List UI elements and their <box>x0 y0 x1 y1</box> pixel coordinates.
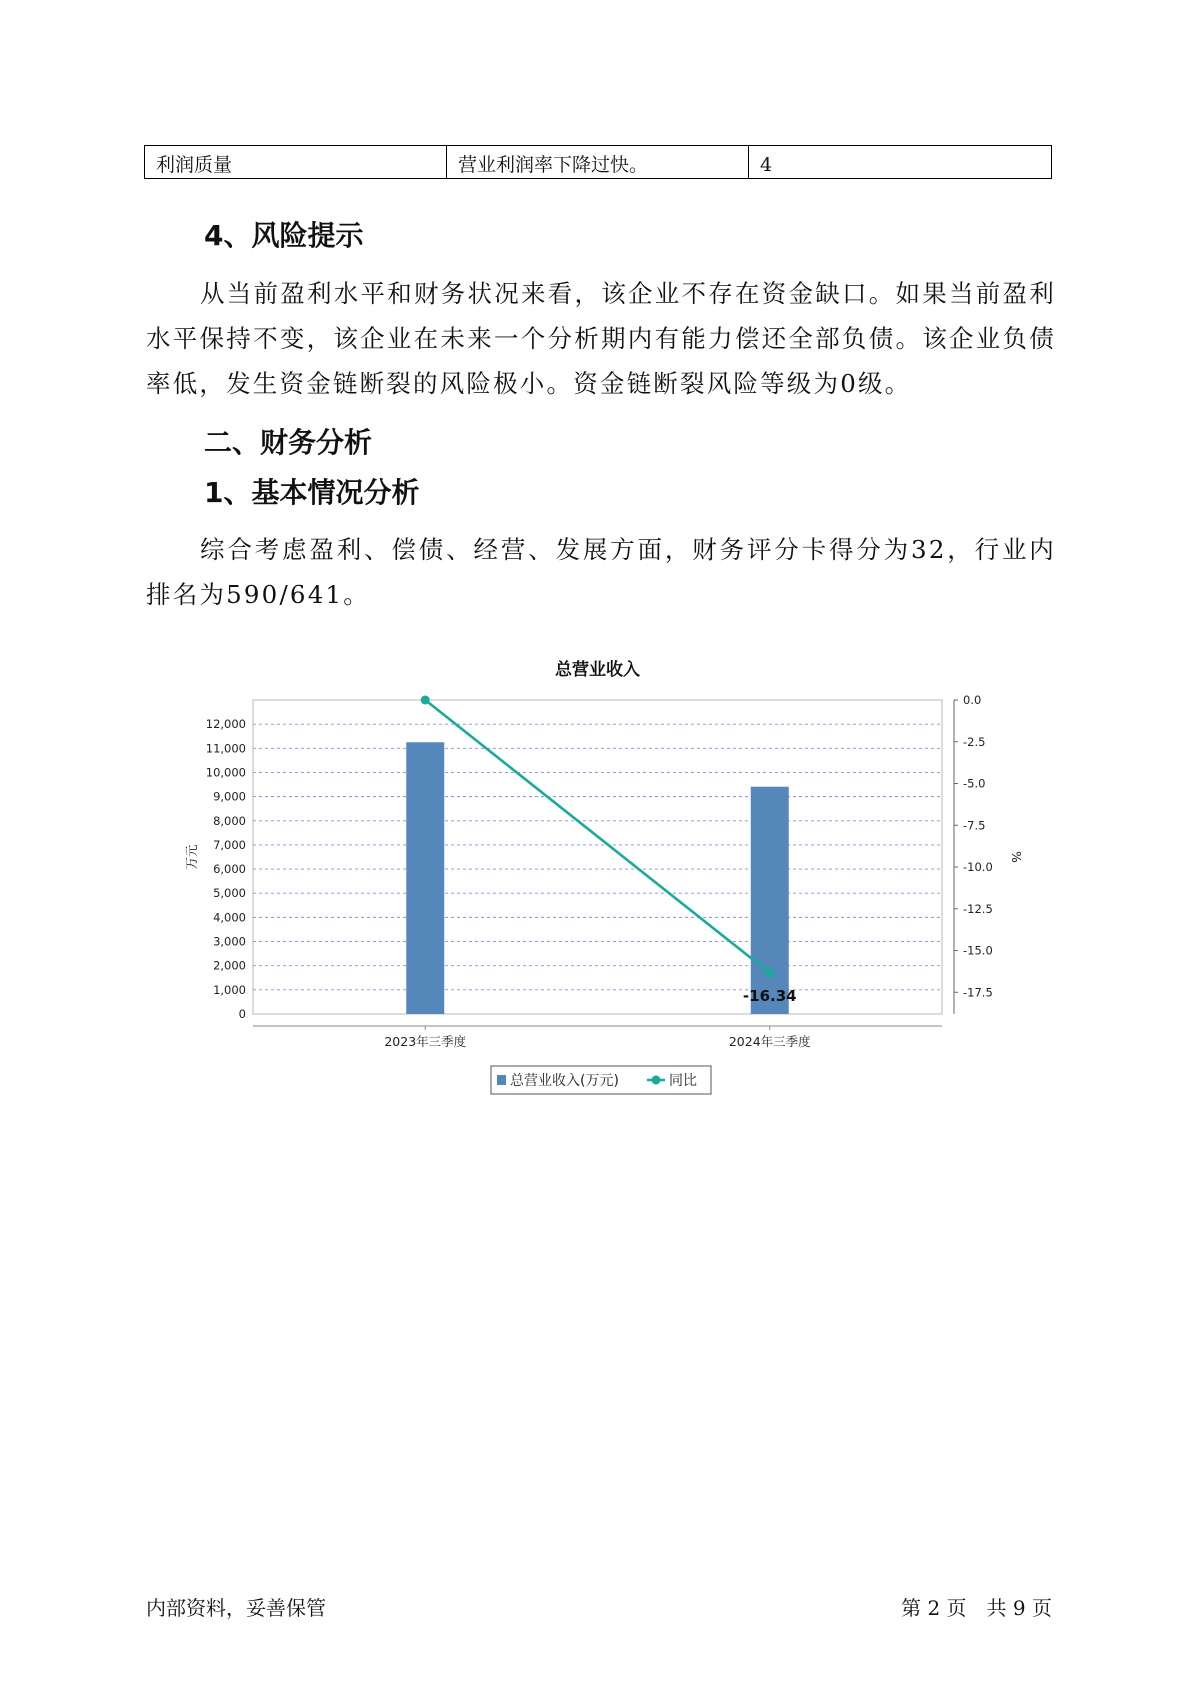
legend-label-revenue: 总营业收入(万元) <box>510 1073 619 1089</box>
bar-2023年三季度 <box>406 742 444 1014</box>
y2-tick-label: -10.0 <box>963 860 993 875</box>
y-tick-label: 4,000 <box>213 910 246 925</box>
yoy-point-2024年三季度 <box>765 968 774 977</box>
risk-paragraph: 从当前盈利水平和财务状况来看，该企业不存在资金缺口。如果当前盈利水平保持不变，该企业在未来一个分析期内有能力偿还全部负债。该企业负债率低，发生资金链断裂的风险极小。资金链断裂风险等级为0级。 <box>146 279 1056 398</box>
y-tick-label: 5,000 <box>213 886 246 901</box>
y-tick-label: 2,000 <box>213 958 246 973</box>
legend-swatch-yoy-dot <box>652 1076 661 1085</box>
y2-tick-label: -5.0 <box>963 776 986 791</box>
part-heading-financial-analysis: 二、财务分析 <box>204 426 373 459</box>
y-tick-label: 8,000 <box>213 813 246 828</box>
revenue-chart <box>0 640 1191 1100</box>
y-tick-label: 10,000 <box>205 765 246 780</box>
y2-tick-label: -15.0 <box>963 943 993 958</box>
footer-page-number: 第 2 页 共 9 页 <box>901 1596 1052 1620</box>
x-tick-label: 2023年三季度 <box>384 1034 467 1049</box>
chart-title: 总营业收入 <box>555 660 640 680</box>
y-tick-label: 9,000 <box>213 789 246 804</box>
y-tick-label: 6,000 <box>213 862 246 877</box>
plot-area <box>253 700 942 1014</box>
y-tick-label: 11,000 <box>205 741 246 756</box>
quality-table-row <box>144 145 1052 179</box>
y-tick-label: 3,000 <box>213 934 246 949</box>
y-axis-label: 万元 <box>184 844 199 870</box>
table-cell-item: 利润质量 <box>145 146 447 178</box>
legend-swatch-revenue <box>497 1075 506 1085</box>
section-heading-risk: 4、风险提示 <box>204 219 364 252</box>
yoy-point-2023年三季度 <box>421 696 430 705</box>
y2-tick-label: -17.5 <box>963 985 993 1000</box>
yoy-data-label: -16.34 <box>742 986 797 1005</box>
y-tick-label: 0 <box>238 1007 246 1021</box>
y-tick-label: 12,000 <box>205 717 246 732</box>
footer-confidential: 内部资料，妥善保管 <box>146 1596 326 1620</box>
y2-tick-label: -2.5 <box>963 734 986 749</box>
y2-tick-label: -12.5 <box>963 901 993 916</box>
y2-tick-label: -7.5 <box>963 818 986 833</box>
section-heading-basic-analysis: 1、基本情况分析 <box>204 476 420 509</box>
table-cell-description: 营业利润率下降过快。 <box>447 146 749 178</box>
y2-tick-label: 0.0 <box>963 693 982 707</box>
y2-axis-label: % <box>1009 851 1024 863</box>
bar-2024年三季度 <box>751 787 789 1014</box>
table-cell-score: 4 <box>760 154 773 176</box>
y-tick-label: 7,000 <box>213 837 246 852</box>
x-tick-label: 2024年三季度 <box>728 1034 811 1049</box>
legend-label-yoy: 同比 <box>669 1073 697 1089</box>
basic-analysis-paragraph: 综合考虑盈利、偿债、经营、发展方面，财务评分卡得分为32，行业内排名为590/641。 <box>146 535 1056 609</box>
y-tick-label: 1,000 <box>213 982 246 997</box>
